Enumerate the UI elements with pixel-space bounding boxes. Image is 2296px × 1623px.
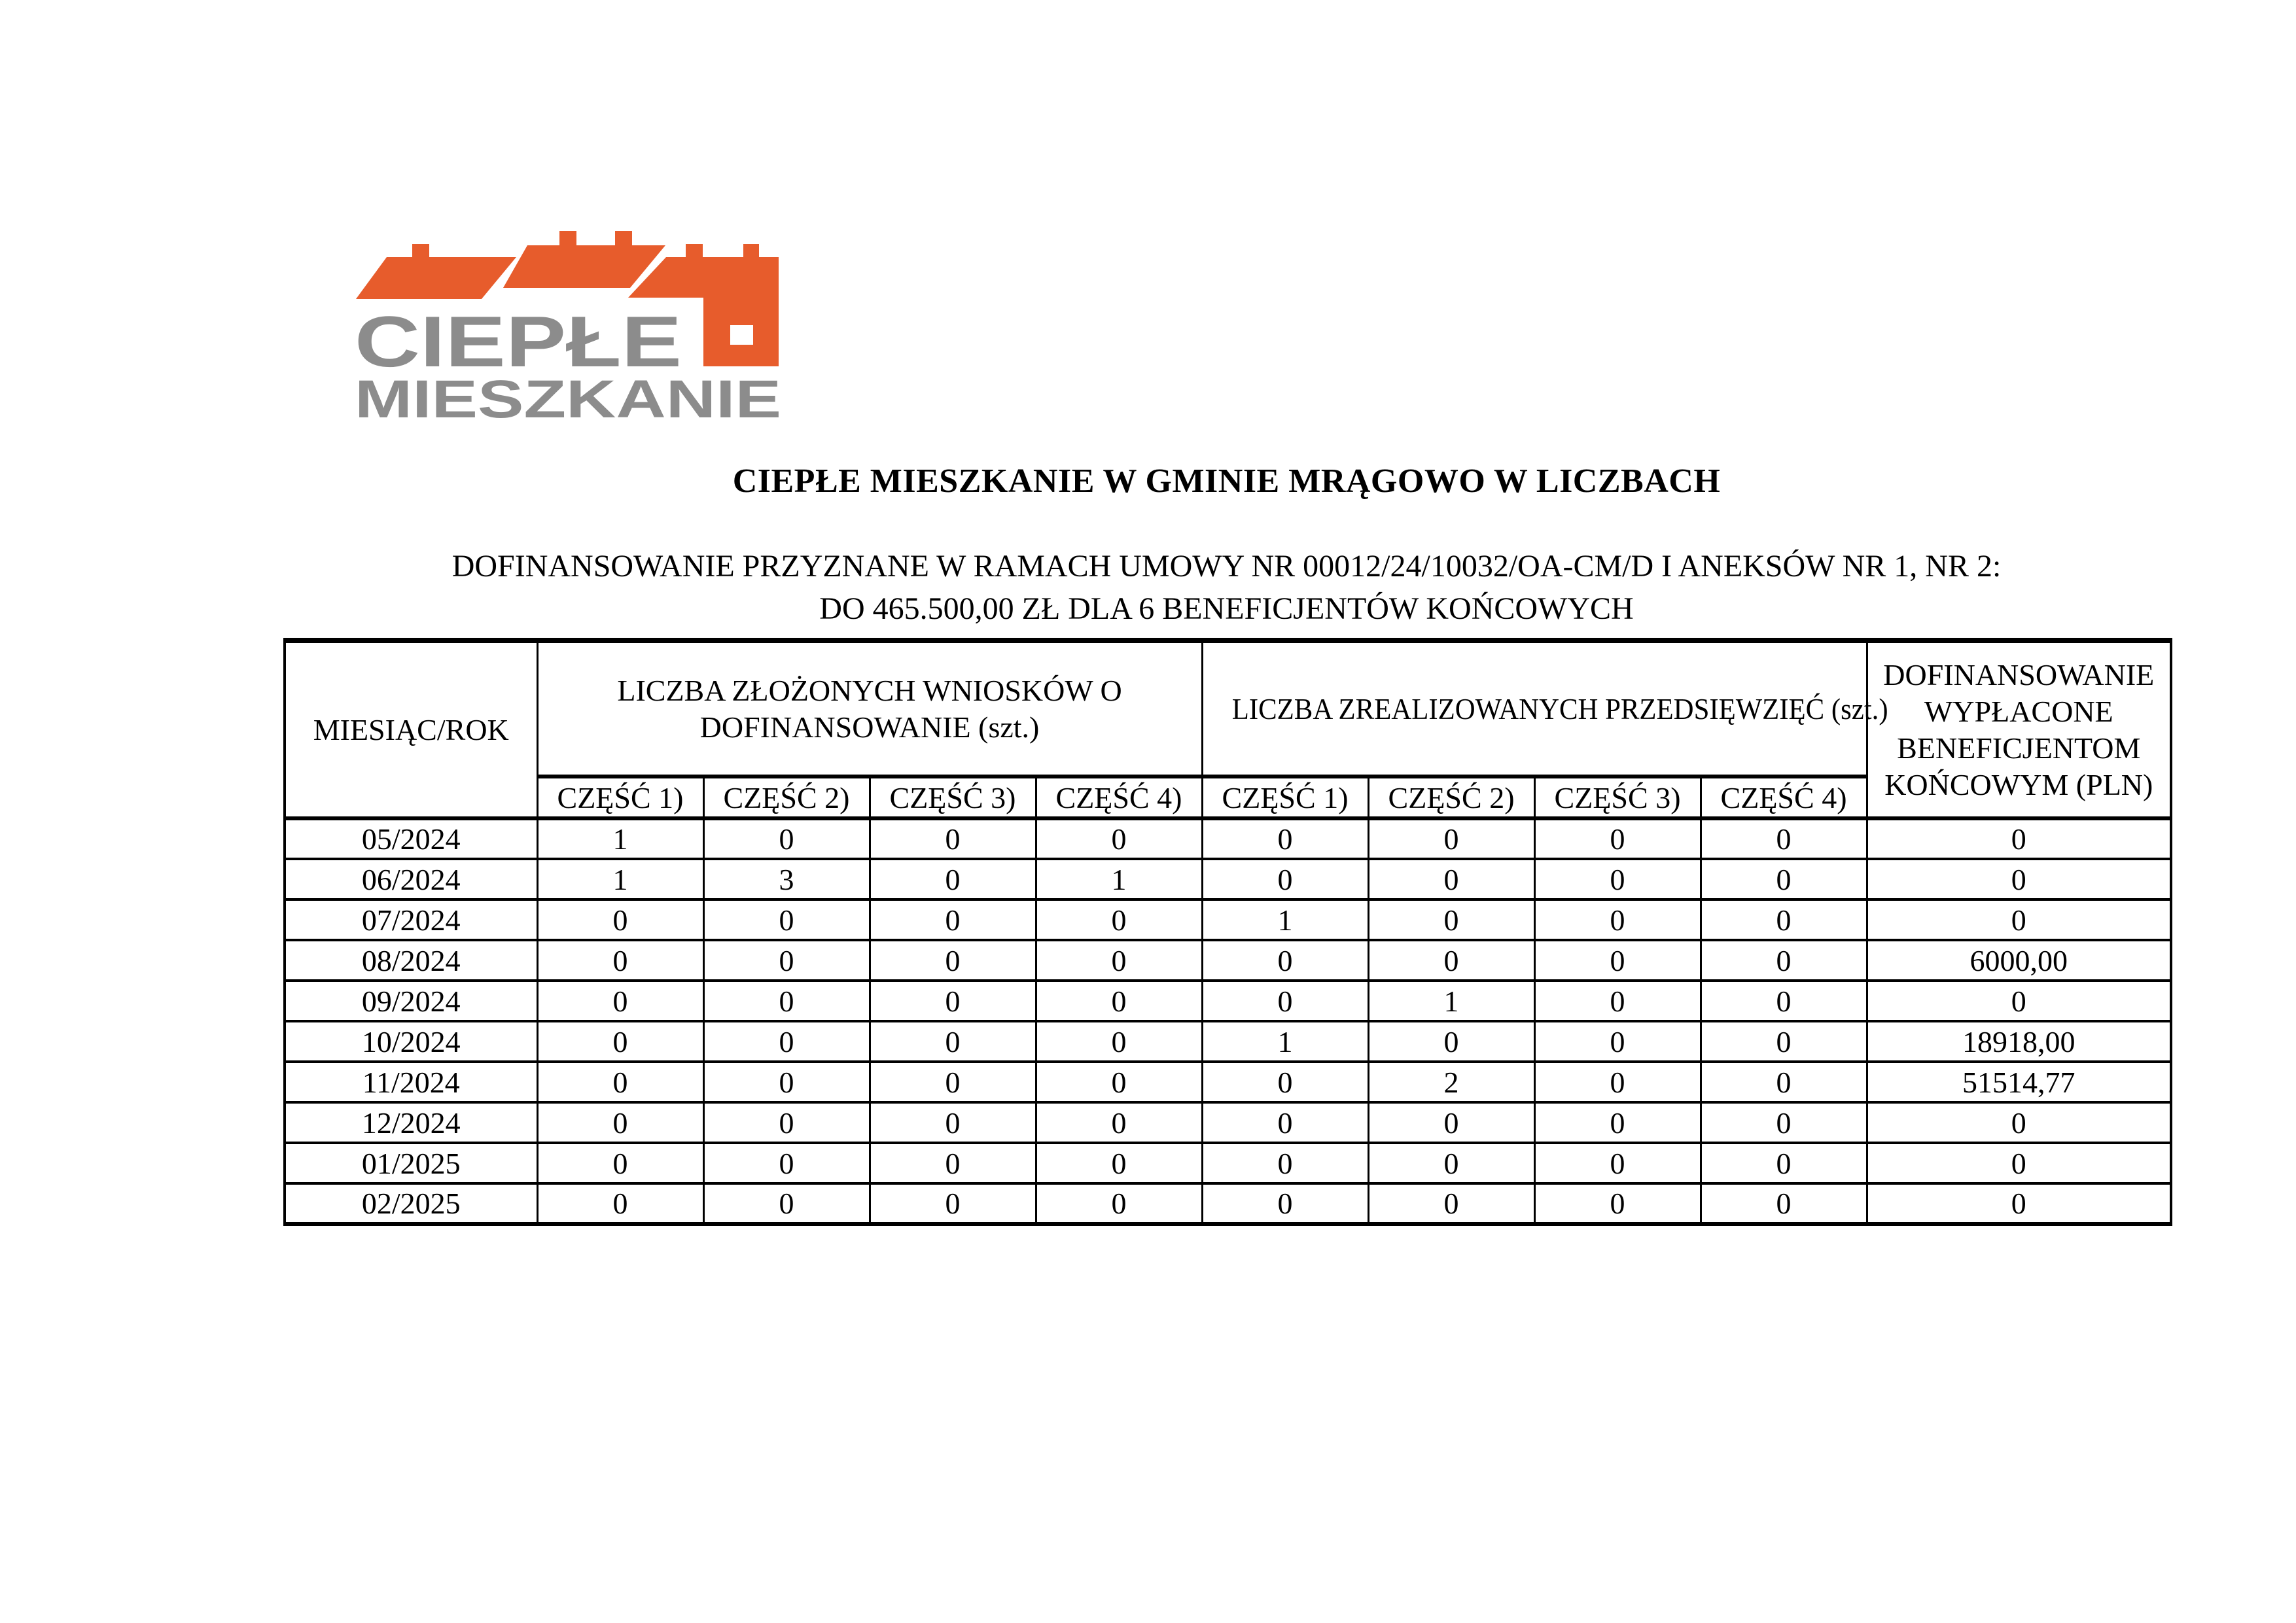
- cell-month: 02/2025: [285, 1183, 537, 1224]
- cell-count: 0: [1368, 859, 1534, 899]
- cell-month: 09/2024: [285, 981, 537, 1021]
- table-row: [285, 1062, 2171, 1102]
- cell-count: 0: [1368, 940, 1534, 981]
- cell-month: 01/2025: [285, 1143, 537, 1183]
- cell-count: 0: [1036, 1062, 1202, 1102]
- subtitle-line-2: DO 465.500,00 ZŁ DLA 6 BENEFICJENTÓW KOŃCOWYCH: [819, 591, 1634, 626]
- logo-word-cieple: CIEPŁE: [355, 302, 682, 382]
- cell-paid: 0: [1867, 1183, 2171, 1224]
- roof-icon: [356, 257, 516, 299]
- cell-count: 0: [1701, 1021, 1867, 1062]
- cell-count: 0: [537, 1062, 703, 1102]
- cell-count: 0: [1534, 940, 1701, 981]
- cell-count: 0: [870, 1021, 1036, 1062]
- cell-count: 0: [703, 1183, 870, 1224]
- cell-count: 1: [1202, 1021, 1368, 1062]
- cell-count: 0: [1202, 1062, 1368, 1102]
- table-row: [285, 899, 2171, 940]
- cell-paid: 6000,00: [1867, 940, 2171, 981]
- cell-count: 0: [1534, 859, 1701, 899]
- page-title: CIEPŁE MIESZKANIE W GMINIE MRĄGOWO W LICZBACH: [732, 462, 1721, 500]
- cell-month: 12/2024: [285, 1102, 537, 1143]
- cell-count: 0: [1202, 818, 1368, 859]
- header-group-realized-text: LICZBA ZREALIZOWANYCH PRZEDSIĘWZIĘĆ (szt.): [1231, 691, 1888, 725]
- table-row: [285, 1143, 2171, 1183]
- cell-month: 05/2024: [285, 818, 537, 859]
- subtitle-line-1: DOFINANSOWANIE PRZYZNANE W RAMACH UMOWY NR 00012/24/10032/OA-CM/D I ANEKSÓW NR 1, NR 2:: [451, 549, 2002, 584]
- cell-count: 0: [1701, 940, 1867, 981]
- cell-count: 0: [1701, 1062, 1867, 1102]
- header-part: CZĘŚĆ 2): [703, 777, 870, 818]
- cell-count: 0: [1036, 1102, 1202, 1143]
- window-icon: [730, 325, 753, 345]
- cell-count: 0: [870, 1102, 1036, 1143]
- cell-count: 0: [1368, 1021, 1534, 1062]
- cell-count: 0: [1368, 1143, 1534, 1183]
- cell-count: 0: [1534, 899, 1701, 940]
- header-part: CZĘŚĆ 4): [1701, 777, 1867, 818]
- cell-count: 0: [1036, 1183, 1202, 1224]
- cell-count: 1: [1036, 859, 1202, 899]
- cell-count: 0: [1036, 1143, 1202, 1183]
- cell-count: 0: [1202, 1143, 1368, 1183]
- cell-count: 0: [1368, 899, 1534, 940]
- cell-month: 06/2024: [285, 859, 537, 899]
- cell-count: 0: [703, 818, 870, 859]
- table-row: [285, 859, 2171, 899]
- cell-count: 0: [1534, 818, 1701, 859]
- cell-count: 0: [1534, 1021, 1701, 1062]
- cell-count: 0: [1701, 1102, 1867, 1143]
- cell-count: 0: [870, 818, 1036, 859]
- cell-count: 0: [703, 981, 870, 1021]
- header-part: CZĘŚĆ 2): [1368, 777, 1534, 818]
- cell-count: 1: [1202, 899, 1368, 940]
- cell-count: 0: [703, 1021, 870, 1062]
- cell-count: 0: [1202, 981, 1368, 1021]
- cell-paid: 0: [1867, 1102, 2171, 1143]
- cieple-mieszkanie-logo: [353, 222, 785, 432]
- cell-count: 0: [870, 1183, 1036, 1224]
- table-row: [285, 981, 2171, 1021]
- header-month: MIESIĄC/ROK: [285, 640, 537, 818]
- cell-count: 0: [537, 1021, 703, 1062]
- cell-count: 0: [1534, 1183, 1701, 1224]
- subtitle: [283, 545, 2170, 630]
- cell-count: 0: [703, 1143, 870, 1183]
- cell-count: 0: [1701, 859, 1867, 899]
- cell-month: 07/2024: [285, 899, 537, 940]
- cell-paid: 18918,00: [1867, 1021, 2171, 1062]
- header-part: CZĘŚĆ 4): [1036, 777, 1202, 818]
- cell-paid: 0: [1867, 899, 2171, 940]
- cell-count: 0: [1701, 981, 1867, 1021]
- cell-count: 0: [703, 899, 870, 940]
- table-body: [285, 818, 2171, 1224]
- cell-count: 0: [1036, 940, 1202, 981]
- table-row: [285, 940, 2171, 981]
- table-row: [285, 1021, 2171, 1062]
- cell-count: 0: [1701, 818, 1867, 859]
- header-part: CZĘŚĆ 3): [870, 777, 1036, 818]
- cell-count: 0: [1202, 1102, 1368, 1143]
- header-group-realized: [1202, 640, 1888, 777]
- cell-count: 0: [537, 899, 703, 940]
- cell-count: 0: [870, 1062, 1036, 1102]
- cell-count: 0: [1202, 859, 1368, 899]
- cell-count: 0: [1036, 899, 1202, 940]
- cell-month: 08/2024: [285, 940, 537, 981]
- cell-count: 1: [537, 859, 703, 899]
- cell-count: 0: [537, 981, 703, 1021]
- cell-count: 1: [1368, 981, 1534, 1021]
- cell-count: 0: [1534, 981, 1701, 1021]
- cell-count: 0: [1534, 1062, 1701, 1102]
- header-paid: DOFINANSOWANIE WYPŁACONE BENEFICJENTOM KOŃCOWYM (PLN): [1867, 640, 2171, 818]
- cell-count: 0: [870, 981, 1036, 1021]
- cell-count: 0: [537, 1183, 703, 1224]
- cell-count: 0: [1701, 1183, 1867, 1224]
- roof-icon: [503, 245, 665, 288]
- header-part: CZĘŚĆ 1): [537, 777, 703, 818]
- cell-count: 2: [1368, 1062, 1534, 1102]
- stats-table: [283, 638, 2172, 1226]
- cell-paid: 0: [1867, 981, 2171, 1021]
- cell-count: 0: [1534, 1143, 1701, 1183]
- header-part: CZĘŚĆ 1): [1202, 777, 1368, 818]
- cell-month: 10/2024: [285, 1021, 537, 1062]
- cell-count: 0: [1202, 1183, 1368, 1224]
- cell-paid: 0: [1867, 859, 2171, 899]
- cell-count: 0: [870, 859, 1036, 899]
- cell-count: 0: [870, 899, 1036, 940]
- cell-paid: 0: [1867, 818, 2171, 859]
- table-row: [285, 1183, 2171, 1224]
- cell-count: 0: [703, 940, 870, 981]
- cell-count: 0: [1701, 899, 1867, 940]
- cell-count: 0: [870, 940, 1036, 981]
- cell-count: 0: [537, 1143, 703, 1183]
- cell-count: 0: [537, 940, 703, 981]
- cell-count: 0: [1036, 818, 1202, 859]
- cell-count: 0: [703, 1062, 870, 1102]
- cell-count: 0: [870, 1143, 1036, 1183]
- cell-count: 0: [1368, 818, 1534, 859]
- cell-count: 0: [1036, 1021, 1202, 1062]
- cell-count: 3: [703, 859, 870, 899]
- table-row: [285, 818, 2171, 859]
- cell-paid: 0: [1867, 1143, 2171, 1183]
- cell-count: 0: [1368, 1102, 1534, 1143]
- header-group-row: [285, 640, 2171, 777]
- cell-count: 0: [1701, 1143, 1867, 1183]
- table-row: [285, 1102, 2171, 1143]
- cell-count: 0: [1534, 1102, 1701, 1143]
- header-part: CZĘŚĆ 3): [1534, 777, 1701, 818]
- cell-count: 0: [1036, 981, 1202, 1021]
- cell-count: 0: [703, 1102, 870, 1143]
- header-group-submitted: LICZBA ZŁOŻONYCH WNIOSKÓW O DOFINANSOWANIE (szt.): [537, 640, 1202, 777]
- cell-paid: 51514,77: [1867, 1062, 2171, 1102]
- cell-month: 11/2024: [285, 1062, 537, 1102]
- logo-word-mieszkanie: MIESZKANIE: [355, 370, 781, 429]
- cell-count: 0: [1368, 1183, 1534, 1224]
- cell-count: 0: [1202, 940, 1368, 981]
- cell-count: 1: [537, 818, 703, 859]
- cell-count: 0: [537, 1102, 703, 1143]
